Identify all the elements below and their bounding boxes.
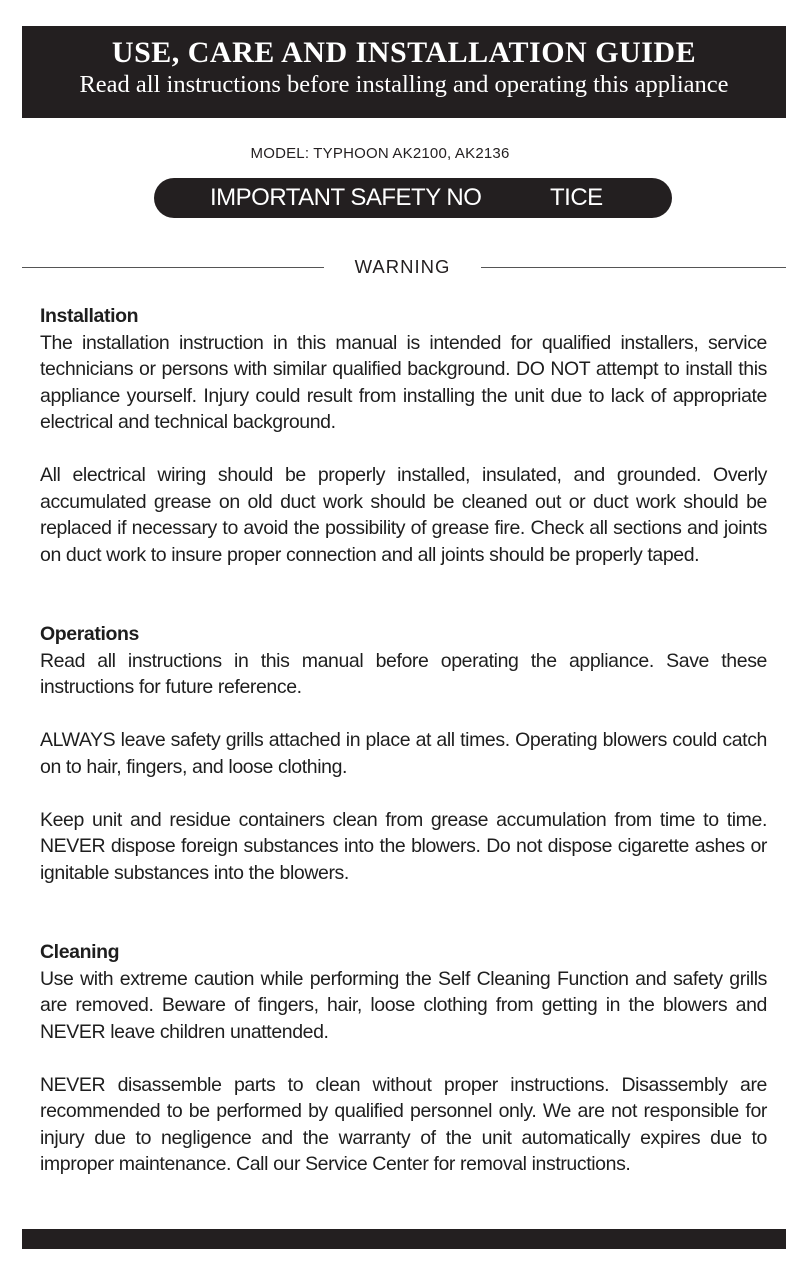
paragraph: The installation instruction in this manual is intended for qualified installers, service technicians or persons with similar qualified background. DO NOT attempt to install this appliance yourself. Injury could result from installing the unit due to lack of appropriate electrical and technical background. <box>40 331 767 433</box>
section-operations <box>40 621 767 886</box>
warning-divider-right <box>481 267 786 268</box>
paragraph: Read all instructions in this manual before operating the appliance. Save these instructions for future reference. <box>40 649 767 698</box>
model-line: MODEL: TYPHOON AK2100, AK2136 <box>250 145 510 162</box>
section-installation <box>40 303 767 568</box>
warning-divider-left <box>22 267 324 268</box>
document-body <box>40 303 767 1178</box>
paragraph: Keep unit and residue containers clean from grease accumulation from time to time. NEVER dispose foreign substances into the blowers. Do not dispose cigarette ashes or ignitable substances into the blowers. <box>40 808 767 884</box>
paragraph: Use with extreme caution while performing the Self Cleaning Function and safety grills are removed. Beware of fingers, hair, loose clothing from getting in the blowers and NEVER leave children unattended. <box>40 967 767 1043</box>
paragraph: ALWAYS leave safety grills attached in place at all times. Operating blowers could catch on to hair, fingers, and loose clothing. <box>40 729 767 778</box>
safety-notice-banner <box>154 178 672 218</box>
footer-bar <box>22 1229 786 1249</box>
safety-notice-text-part2: TICE <box>550 184 603 211</box>
section-cleaning <box>40 939 767 1178</box>
section-heading: Installation <box>40 305 139 327</box>
safety-notice-text-part1: IMPORTANT SAFETY NO <box>210 184 482 211</box>
paragraph: All electrical wiring should be properly installed, insulated, and grounded. Overly accumulated grease on old duct work should be cleaned out or duct work should be replaced if necessary to avoid the possibility of grease fire. Check all sections and joints on duct work to insure proper connection and all joints should be properly taped. <box>40 464 767 566</box>
warning-label: WARNING <box>354 256 451 277</box>
section-heading: Operations <box>40 623 139 645</box>
section-heading: Cleaning <box>40 941 120 963</box>
header-banner <box>22 26 786 118</box>
page-title: USE, CARE AND INSTALLATION GUIDE <box>111 36 697 69</box>
page-subtitle: Read all instructions before installing and operating this appliance <box>79 71 729 98</box>
paragraph: NEVER disassemble parts to clean without proper instructions. Disassembly are recommended to be performed by qualified personnel only. We are not responsible for injury due to negligence and the warranty of the unit automatically expires due to improper maintenance. Call our Service Center for removal instructions. <box>40 1073 767 1175</box>
